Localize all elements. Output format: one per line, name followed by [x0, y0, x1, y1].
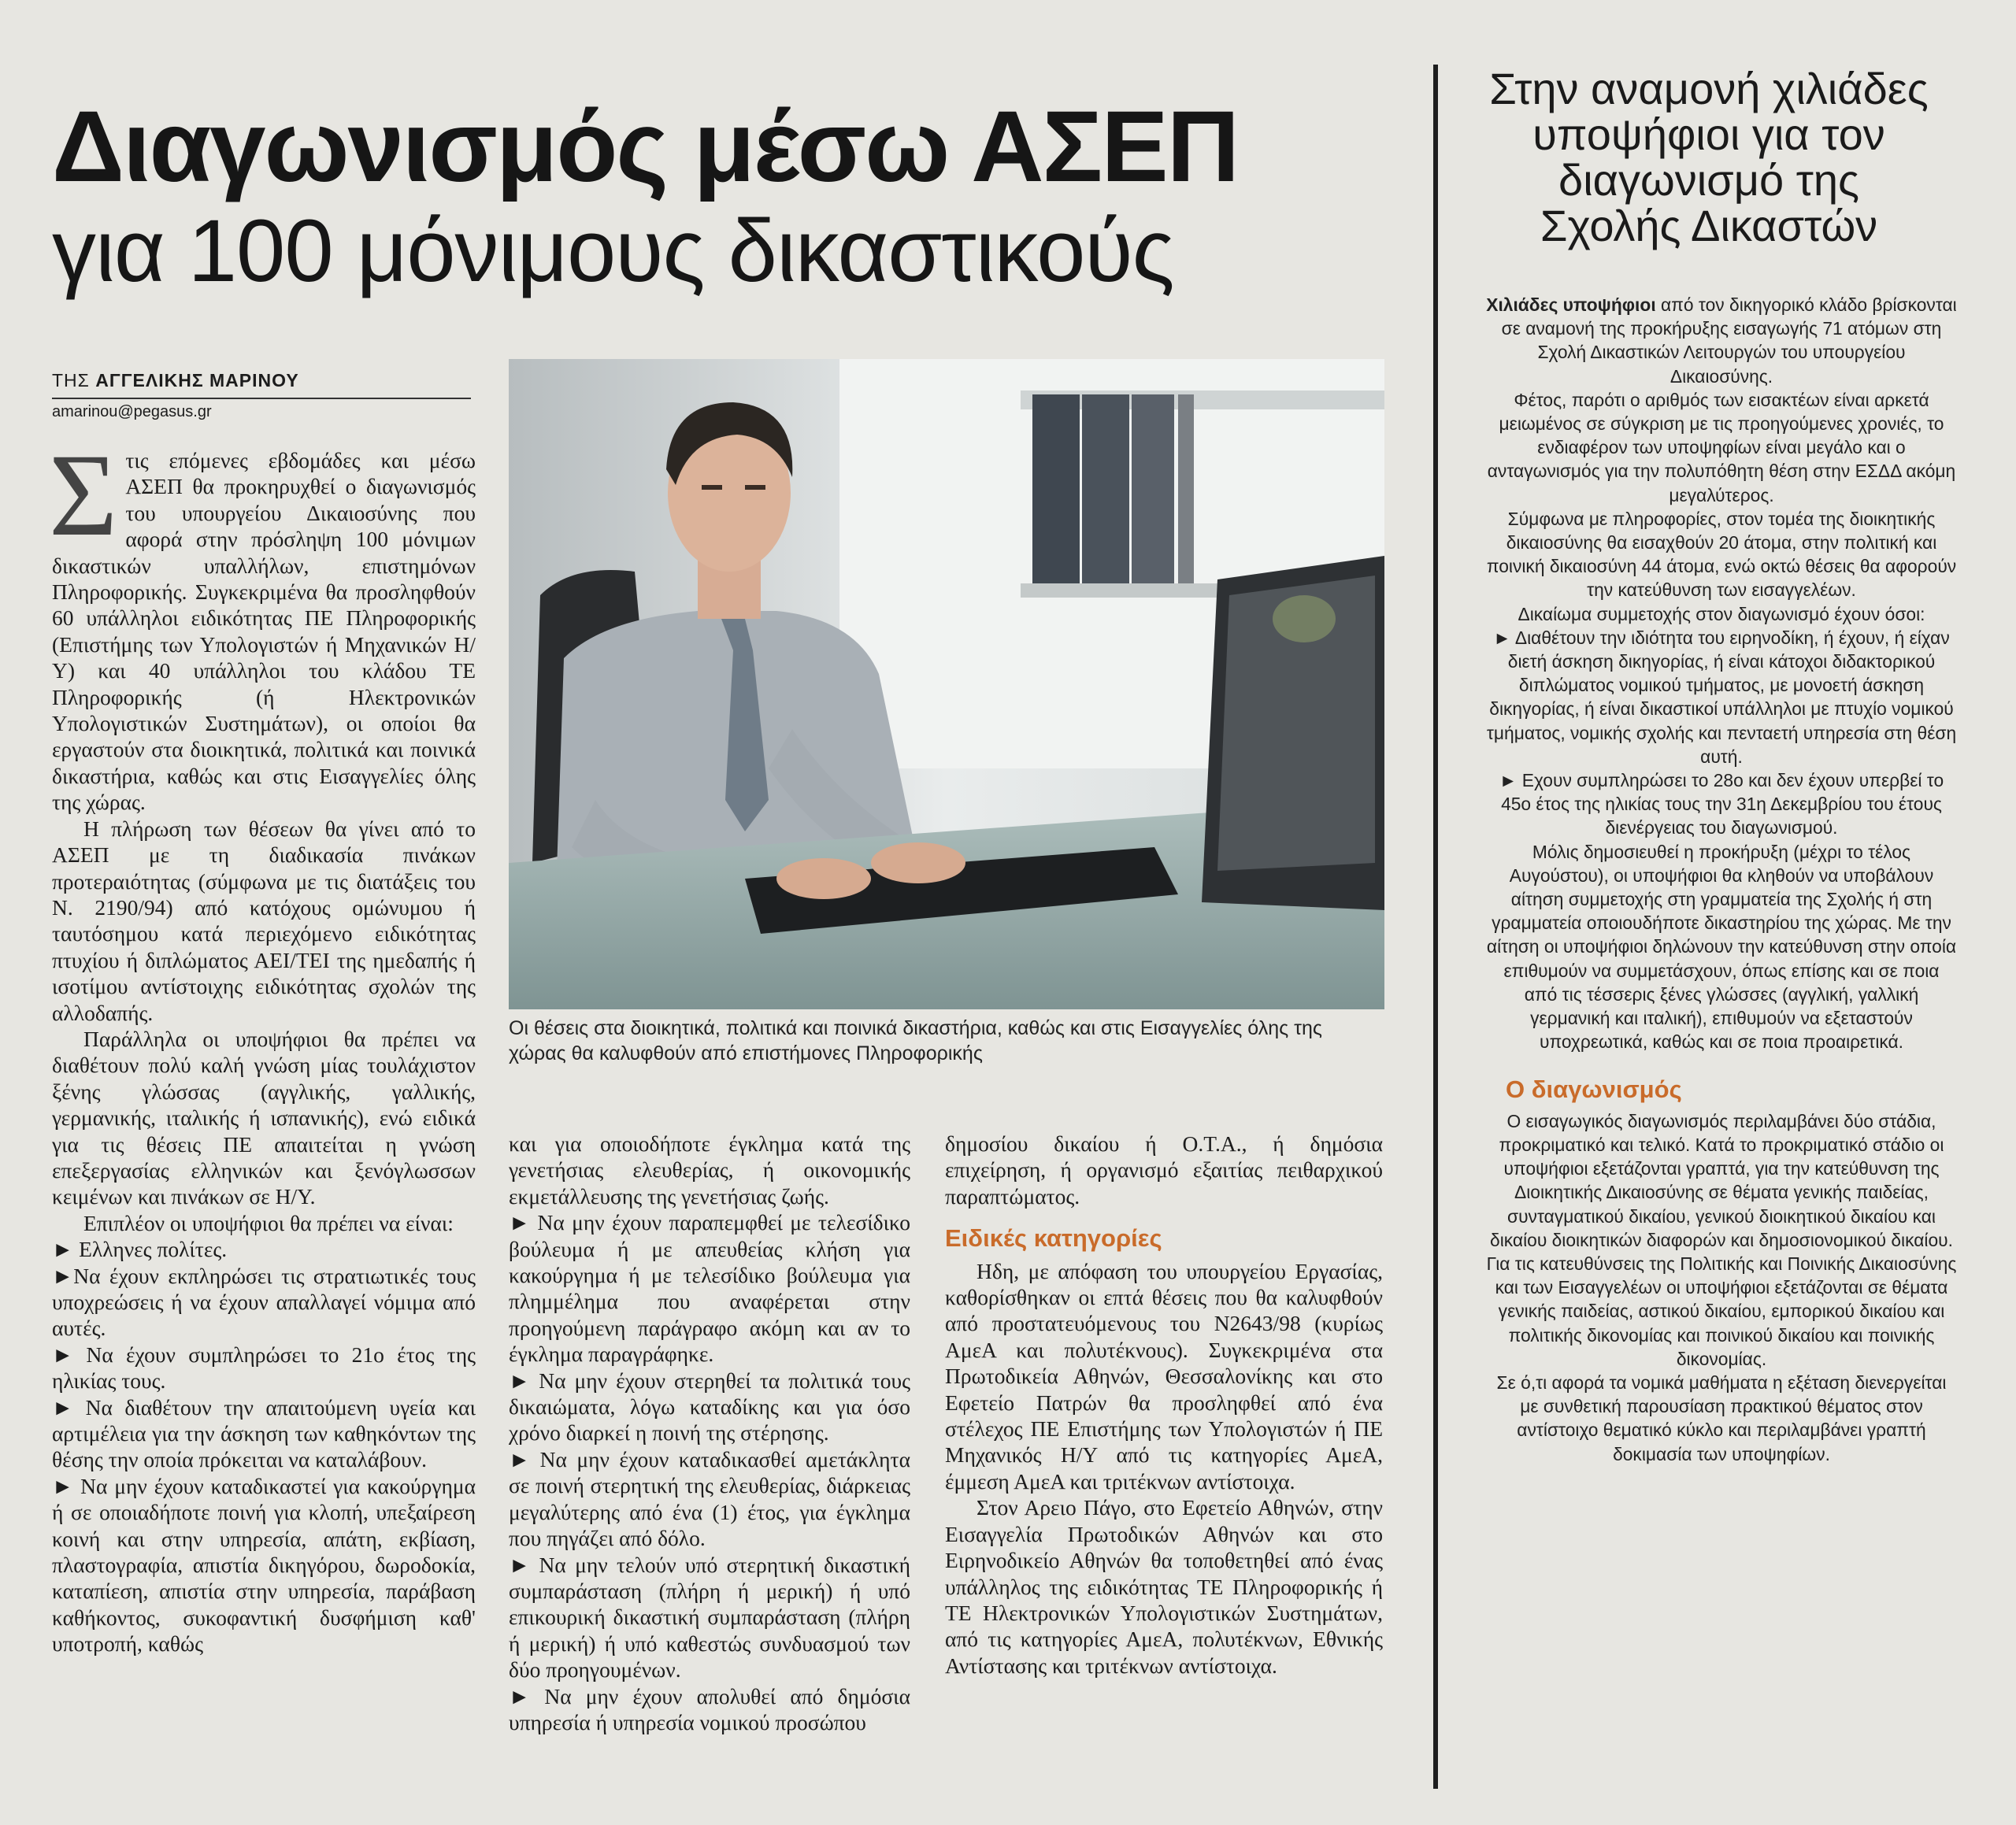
headline-line-2: για 100 μόνιμους δικαστικούς — [52, 202, 1174, 301]
bullet-item: ► Να μην έχουν απολυθεί από δημόσια υπηρεσία ή υπηρεσία νομικού προσώπου — [509, 1683, 910, 1734]
sidebar-body — [1485, 293, 1958, 1466]
bullet-item: ► Να μην τελούν υπό στερητική δικαστική συμπαράσταση (πλήρη ή μερική) ή υπό επικουρική δικαστική συμπαράσταση (πλήρη ή μερική) ή υπό καθεστώς συνδυασμού των δύο προηγουμένων. — [509, 1552, 910, 1682]
paragraph: και για οποιοδήποτε έγκλημα κατά της γενετήσιας ελευθερίας, ή οικονομικής εκμετάλλευσης της γενετήσιας ζωής. — [509, 1131, 910, 1209]
column-divider — [1433, 65, 1438, 1789]
article-photo — [509, 359, 1384, 1009]
sidebar-paragraph: Φέτος, παρότι ο αριθμός των εισακτέων είναι αρκετά μειωμένος σε σύγκριση με τις προηγούμενες χρονιές, το ενδιαφέρον των υποψηφίων είναι μεγάλο και ο ανταγωνισμός για την πολυπόθητη θέση στην ΕΣΔΔ ακόμη μεγαλύτερος. — [1487, 389, 1956, 505]
headline — [52, 91, 1406, 301]
office-worker-illustration — [509, 359, 1384, 1009]
sidebar-paragraph: Μόλις δημοσιευθεί η προκήρυξη (μέχρι το τέλος Αυγούστου), οι υποψήφιοι θα κληθούν να υποβάλουν αίτηση συμμετοχής στη γραμματεία της Σχολής ή στη γραμματεία οποιουδήποτε δικαστηρίου της χώρας. Με την αίτηση οι υποψήφιοι δηλώνουν την κατεύθυνση στην οποία επιθυμούν να συμμετάσχουν, όπως επίσης και σε ποια από τις τέσσερις ξένες γλώσσες (αγγλική, γαλλική γερμανική και ιταλική), επιθυμούν να εξεταστούν υποχρεωτικά, καθώς και σε ποια προαιρετικά. — [1486, 841, 1957, 1053]
bullet-item: ► Να μην έχουν καταδικασθεί αμετάκλητα σε ποινή στερητική της ελευθερίας, διάρκειας μεγαλύτερης από ένα (1) έτος, για έγκλημα που πηγάζει από δόλο. — [509, 1446, 910, 1551]
paragraph: δημοσίου δικαίου ή Ο.Τ.Α., ή δημόσια επιχείρηση, ή οργανισμό εξαιτίας πειθαρχικού παραπτώματος. — [945, 1131, 1383, 1209]
bullet-item: ► Να μην έχουν παραπεμφθεί με τελεσίδικο βούλευμα ή με απευθείας κλήση για κακούργημα ή με τελεσίδικο βούλευμα για πλημμέλημα που αναφέρεται στην προηγούμενη παράγραφο ακόμη και αν το έγκλημα παραγράφηκε. — [509, 1210, 910, 1367]
bullet-item: ► Να έχουν συμπληρώσει το 21ο έτος της ηλικίας τους. — [52, 1342, 476, 1394]
bullet-item: ► Να μην έχουν καταδικαστεί για κακούργημα ή σε οποιαδήποτε ποινή για κλοπή, υπεξαίρεση κοινή και στην υπηρεσία, απάτη, εκβίαση, πλαστογραφία, απιστία δικηγόρου, δωροδοκία, καταπίεση, απιστία στην υπηρεσία, παράβαση καθήκοντος, συκοφαντική δυσφήμιση καθ' υποτροπή, καθώς — [52, 1473, 476, 1657]
author-email: amarinou@pegasus.gr — [52, 403, 212, 420]
sidebar-lead-text: από τον δικηγορικό κλάδο βρίσκονται σε αναμονή της προκήρυξης εισαγωγής 71 ατόμων στη Σχολή Δικαστικών Λειτουργών του υπουργείου Δικαιοσύνης. — [1501, 294, 1957, 387]
sidebar-title: Στην αναμονή χιλιάδες υποψήφιοι για τον διαγωνισμό της Σχολής Δικαστών — [1489, 64, 1929, 250]
sidebar-paragraph: Ο εισαγωγικός διαγωνισμός περιλαμβάνει δύο στάδια, προκριματικό και τελικό. Κατά το προκριματικό στάδιο οι υποψήφιοι εξετάζονται γραπτά, για την κατεύθυνση της Διοικητικής Δικαιοσύνης σε θέματα γενικής παιδείας, συνταγματικού δικαίου, γενικού διοικητικού δικαίου και δικαίου διοικητικών διαφορών και δημοσιονομικού δικαίου. Για τις κατευθύνσεις της Πολιτικής και Ποινικής Δικαιοσύνης και των Εισαγγελέων οι υποψήφιοι εξετάζονται σε θέματα γενικής παιδείας, αστικού δικαίου, εμπορικού δικαίου και πολιτικής δικονομίας και ποινικού δικαίου και ποινικής δικονομίας. — [1486, 1110, 1957, 1369]
sidebar-paragraph: Σε ό,τι αφορά τα νομικά μαθήματα η εξέταση διενεργείται με συνθετική παρουσίαση πρακτικού θέματος στον αντίστοιχο θεματικό κύκλο και περιλαμβάνει γραπτή δοκιμασία των υποψηφίων. — [1496, 1372, 1947, 1464]
bullet-item: ► Ελληνες πολίτες. — [52, 1237, 228, 1262]
paragraph: τις επόμενες εβδομάδες και μέσω ΑΣΕΠ θα προκηρυχθεί ο διαγωνισμός του υπουργείου Δικαιοσύνης που αφορά στην πρόσληψη 100 μόνιμων δικαστικών υπαλλήλων, επιστημόνων Πληροφορικής. Συγκεκριμένα θα προσληφθούν 60 υπάλληλοι ειδικότητας ΠΕ Πληροφορικής (Επιστήμης των Υπολογιστών ή Μηχανικών Η/Υ) και 40 υπάλληλοι του κλάδου ΤΕ Πληροφορικής (ή Ηλεκτρονικών Υπολογιστικών Συστημάτων), οι οποίοι θα εργαστούν στα διοικητικά, πολιτικά και ποινικά δικαστήρια, καθώς και στις Εισαγγελίες όλης της χώρας. — [52, 448, 476, 815]
byline-prefix: ΤΗΣ — [52, 370, 90, 391]
byline-author: ΑΓΓΕΛΙΚΗΣ ΜΑΡΙΝΟΥ — [95, 370, 299, 391]
byline — [52, 370, 471, 399]
sidebar-paragraph: Δικαίωμα συμμετοχής στον διαγωνισμό έχουν όσοι: — [1518, 603, 1925, 624]
headline-line-1: Διαγωνισμός μέσω ΑΣΕΠ — [52, 91, 1239, 203]
sidebar-paragraph: Σύμφωνα με πληροφορίες, στον τομέα της διοικητικής δικαιοσύνης θα εισαχθούν 20 άτομα, στην πολιτική και ποινική δικαιοσύνη 44 άτομα, ενώ οκτώ θέσεις θα αφορούν την κατεύθυνση των εισαγγελέων. — [1486, 508, 1957, 601]
sidebar-bullet: ► Εχουν συμπληρώσει το 28ο και δεν έχουν υπερβεί το 45ο έτος της ηλικίας τους την 31η Δεκεμβρίου του έτους διενέργειας του διαγωνισμού. — [1499, 770, 1944, 838]
drop-cap: Σ — [49, 430, 118, 561]
article-column-1 — [49, 430, 476, 1657]
bullet-item: ► Να διαθέτουν την απαιτούμενη υγεία και αρτιμέλεια για την άσκηση των καθηκόντων της θέσης την οποία πρόκειται να καταλάβουν. — [52, 1394, 476, 1472]
sidebar-bullet: ► Διαθέτουν την ιδιότητα του ειρηνοδίκη, ή έχουν, ή είχαν διετή άσκηση δικηγορίας, ή είναι κάτοχοι διδακτορικού διπλώματος νομικού τμήματος, με μονοετή άσκηση δικηγορίας, ή είναι δικαστικοί υπάλληλοι με πτυχίο νομικού τμήματος, νομικής σχολής και πενταετή υπηρεσία στη θέση αυτή. — [1486, 627, 1957, 767]
article-column-3 — [945, 1131, 1383, 1679]
bullet-item: ► Να μην έχουν στερηθεί τα πολιτικά τους δικαιώματα, λόγω καταδίκης και για όσο χρόνο διαρκεί η ποινή της στέρησης. — [509, 1368, 910, 1446]
photo-caption: Οι θέσεις στα διοικητικά, πολιτικά και ποινικά δικαστήρια, καθώς και στις Εισαγγελίες όλης της χώρας θα καλυφθούν από επιστήμονες Πληροφορικής — [509, 1017, 1322, 1064]
article-column-2 — [509, 1131, 910, 1735]
paragraph: Η πλήρωση των θέσεων θα γίνει από το ΑΣΕΠ με τη διαδικασία πινάκων προτεραιότητας (σύμφωνα με τις διατάξεις του Ν. 2190/94) από κατόχους ομώνυμου ή ταυτόσημου κατά περιεχόμενο ειδικότητας πτυχίου ή διπλώματος ΑΕΙ/ΤΕΙ της ημεδαπής ή ισοτίμου αντίστοιχης ειδικότητας σχολών της αλλοδαπής. — [52, 816, 476, 1025]
sidebar-lead-bold: Χιλιάδες υποψήφιοι — [1486, 294, 1656, 315]
paragraph: Στον Αρειο Πάγο, στο Εφετείο Αθηνών, στην Εισαγγελία Πρωτοδικών Αθηνών και στο Ειρηνοδικείο Αθηνών θα τοποθετηθεί από ένας υπάλληλος της ειδικότητας ΤΕ Πληροφορικής ή ΤΕ Ηλεκτρονικών Υπολογιστικών Συστημάτων, από τις κατηγορίες ΑμεΑ, πολυτέκνων, Εθνικής Αντίστασης και τριτέκνων αντίστοιχα. — [945, 1495, 1383, 1678]
paragraph: Επιπλέον οι υποψήφιοι θα πρέπει να είναι: — [83, 1210, 454, 1235]
bullet-item: ►Να έχουν εκπληρώσει τις στρατιωτικές τους υποχρεώσεις ή να έχουν απαλλαγεί νόμιμα από αυτές. — [52, 1263, 476, 1341]
paragraph: Παράλληλα οι υποψήφιοι θα πρέπει να διαθέτουν πολύ καλή γνώση μίας τουλάχιστον ξένης γλώσσας (αγγλικής, γαλλικής, γερμανικής, ιταλικής ή ισπανικής), ενώ ειδικά για τις θέσεις ΠΕ απαιτείται η γνώση επεξεργασίας ελληνικών και ξενόγλωσσων κειμένων και πινάκων σε Η/Υ. — [52, 1026, 476, 1209]
subheading-special-categories: Ειδικές κατηγορίες — [945, 1224, 1162, 1253]
paragraph: Ηδη, με απόφαση του υπουργείου Εργασίας, καθορίσθηκαν οι επτά θέσεις που θα καλυφθούν από προστατευόμενους του Ν2643/98 (κυρίως ΑμεΑ και πολυτέκνους). Συγκεκριμένα στα Πρωτοδικεία Αθηνών, Θεσσαλονίκης και στο Εφετείο Πατρών θα προσληφθεί από ένα στέλεχος ΠΕ Επιστήμης των Υπολογιστών ή ΠΕ Μηχανικός Η/Υ από τις κατηγορίες ΑμεΑ, έμμεση ΑμεΑ και τριτέκνων αντίστοιχα. — [945, 1258, 1383, 1494]
sidebar-subheading: Ο διαγωνισμός — [1506, 1075, 1682, 1103]
sidebar-lead — [1485, 293, 1958, 388]
